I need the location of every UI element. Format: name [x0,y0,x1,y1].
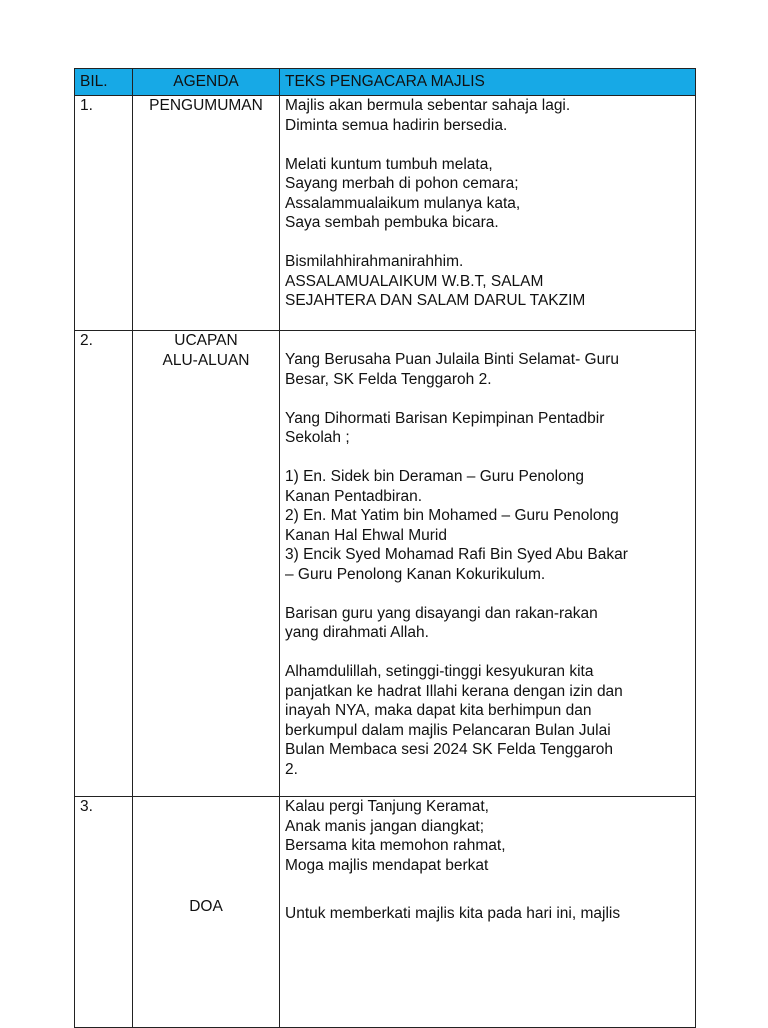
text-line: Majlis akan bermula sebentar sahaja lagi. [285,97,571,114]
table-row [75,797,696,1028]
paragraph [285,252,690,311]
row-number: 3. [75,797,133,1028]
agenda-table [74,68,696,1028]
text-line: Melati kuntum tumbuh melata, [285,155,493,173]
text-line: 2) En. Mat Yatim bin Mohamed – Guru Penolong [285,507,619,524]
table-header-row [75,69,696,96]
paragraph [285,604,690,643]
text-line: Assalammualaikum mulanya kata, [285,194,521,212]
text-line: Alhamdulillah, setinggi-tinggi kesyukuran kita [285,663,594,680]
text-line: Untuk memberkati majlis kita pada hari ini, majlis [285,905,621,922]
text-line: Yang Dihormati Barisan Kepimpinan Pentadbir [285,409,605,427]
table-row [75,96,696,331]
agenda-label: UCAPAN [174,332,238,349]
pantun-verse [285,155,690,233]
header-bil: BIL. [75,69,133,96]
text-line: 3) Encik Syed Mohamad Rafi Bin Syed Abu Bakar [285,546,628,563]
script-text-cell [280,331,696,797]
agenda-cell [133,797,280,1028]
text-line: Anak manis jangan diangkat; [285,817,485,835]
paragraph [285,96,690,135]
officials-list [285,467,690,584]
text-line: 1) En. Sidek bin Deraman – Guru Penolong [285,468,584,485]
paragraph [285,904,690,924]
text-line: berkumpul dalam majlis Pelancaran Bulan Julai [285,721,611,739]
text-line: Moga majlis mendapat berkat [285,856,489,874]
agenda-label: PENGUMUMAN [149,97,263,114]
text-line: Kanan Pentadbiran. [285,487,423,505]
row-number: 2. [75,331,133,797]
text-line: Besar, SK Felda Tenggaroh 2. [285,370,492,388]
text-line: Bulan Membaca sesi 2024 SK Felda Tenggaroh [285,741,614,758]
text-line: – Guru Penolong Kanan Kokurikulum. [285,565,546,583]
header-teks: TEKS PENGACARA MAJLIS [280,69,696,96]
text-line: panjatkan ke hadrat Illahi kerana dengan izin dan [285,682,623,700]
text-line: Bismilahhirahmanirahhim. [285,253,464,270]
pantun-verse [285,797,690,875]
text-line: Kalau pergi Tanjung Keramat, [285,798,489,815]
text-line: Kanan Hal Ehwal Murid [285,526,447,544]
script-text-cell [280,797,696,1028]
agenda-label: ALU-ALUAN [162,351,250,369]
text-line: Bersama kita memohon rahmat, [285,837,506,854]
row-number: 1. [75,96,133,331]
paragraph [285,350,690,389]
text-line: inayah NYA, maka dapat kita berhimpun dan [285,702,592,719]
text-line: yang dirahmati Allah. [285,624,429,641]
text-line: Diminta semua hadirin bersedia. [285,116,508,134]
table-row [75,331,696,797]
text-line: ASSALAMUALAIKUM W.B.T, SALAM [285,272,544,290]
text-line: Sekolah ; [285,429,350,446]
header-agenda: AGENDA [133,69,280,96]
text-line: SEJAHTERA DAN SALAM DARUL TAKZIM [285,292,586,309]
text-line: Barisan guru yang disayangi dan rakan-rakan [285,604,598,622]
paragraph [285,409,690,448]
script-text-cell [280,96,696,331]
text-line: Sayang merbah di pohon cemara; [285,175,519,192]
paragraph [285,662,690,779]
agenda-cell [133,96,280,331]
text-line: Saya sembah pembuka bicara. [285,214,499,231]
agenda-cell [133,331,280,797]
agenda-label: DOA [189,898,223,915]
text-line: 2. [285,760,298,778]
text-line: Yang Berusaha Puan Julaila Binti Selamat- Guru [285,351,620,368]
